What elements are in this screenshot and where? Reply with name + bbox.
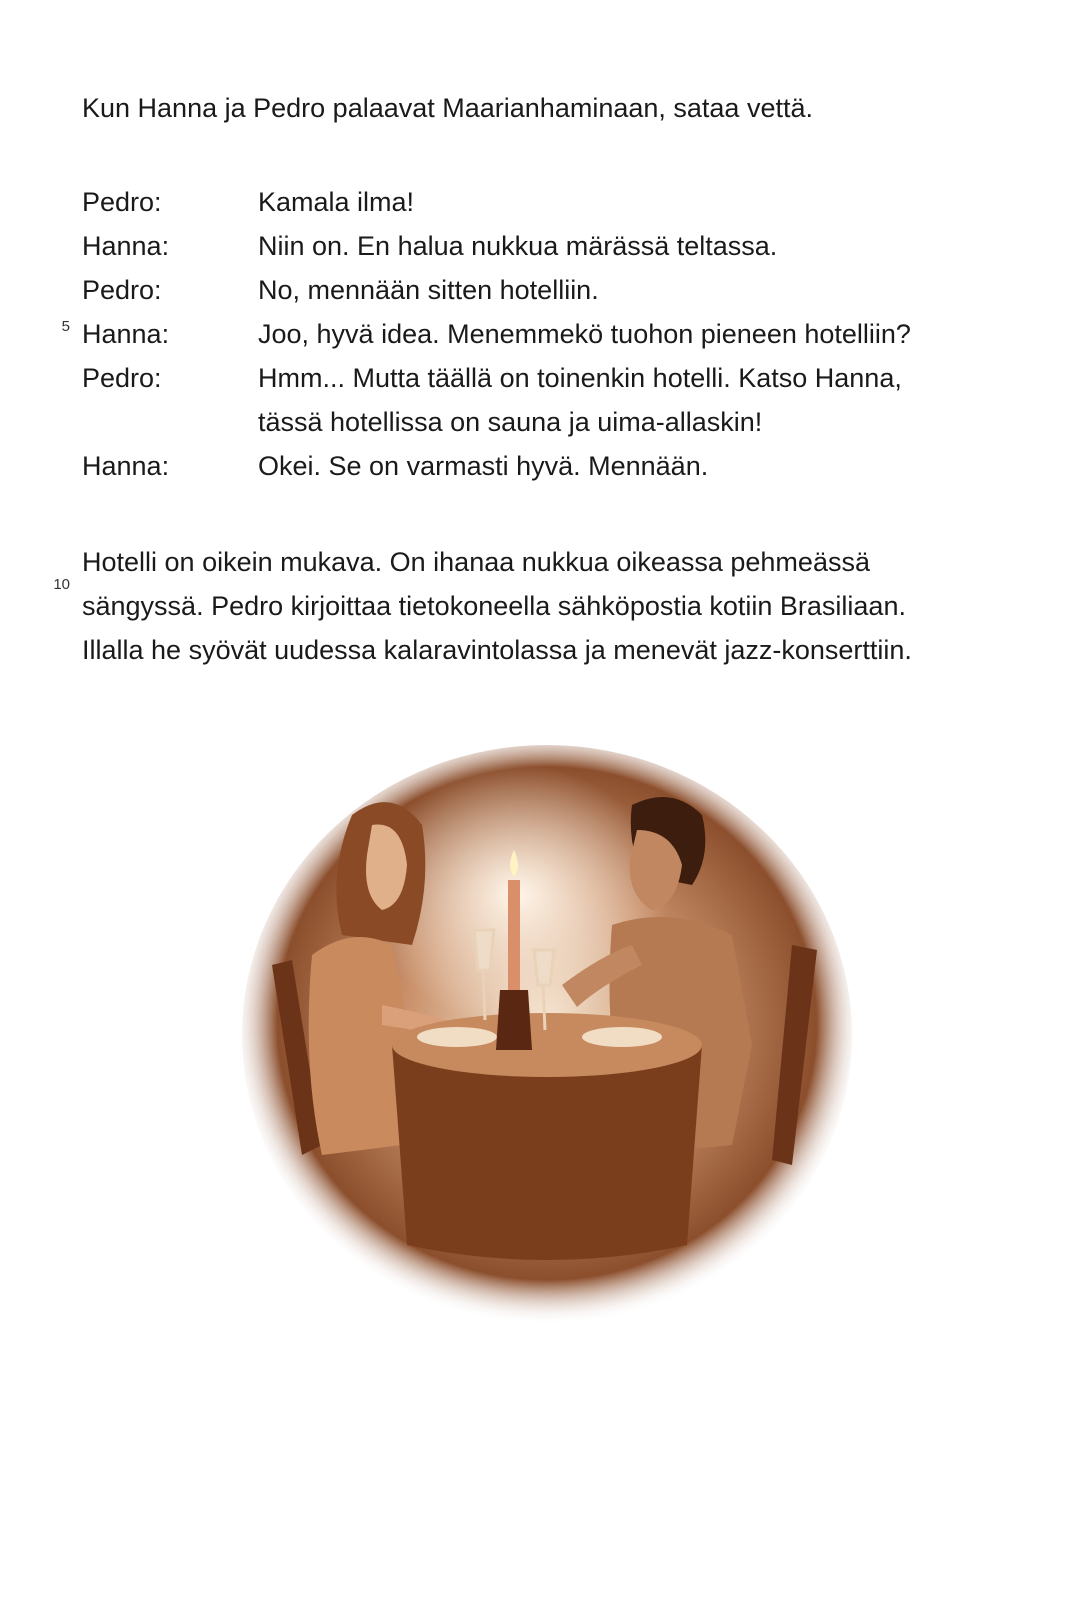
intro-text: Kun Hanna ja Pedro palaavat Maarianhaminaan, sataa vettä. bbox=[82, 93, 813, 123]
candle bbox=[508, 880, 520, 990]
paragraph-line: Illalla he syövät uudessa kalaravintolassa ja menevät jazz-konserttiin. bbox=[82, 635, 912, 665]
dialogue bbox=[82, 180, 1082, 488]
dialogue-line: Joo, hyvä idea. Menemmekö tuohon pieneen hotelliin? bbox=[258, 319, 911, 349]
dialogue-row bbox=[82, 268, 1082, 312]
speaker: Pedro: bbox=[82, 187, 162, 217]
dialogue-line: tässä hotellissa on sauna ja uima-allaskin! bbox=[258, 407, 763, 437]
speaker: Pedro: bbox=[82, 275, 162, 305]
narrative-paragraph bbox=[82, 540, 1042, 672]
dialogue-line: Kamala ilma! bbox=[258, 187, 415, 217]
speaker bbox=[82, 400, 258, 444]
speaker: Pedro: bbox=[82, 363, 162, 393]
speaker: Hanna: bbox=[82, 231, 170, 261]
dialogue-row bbox=[82, 180, 1082, 224]
candlelit-dinner-illustration bbox=[232, 745, 862, 1335]
speaker: Hanna: bbox=[82, 319, 170, 349]
wine-bottle bbox=[496, 990, 532, 1050]
line-number-5: 5 bbox=[61, 318, 70, 335]
dialogue-line: Niin on. En halua nukkua märässä teltassa. bbox=[258, 231, 778, 261]
dialogue-row bbox=[82, 312, 1082, 356]
paragraph-line: Hotelli on oikein mukava. On ihanaa nukkua oikeassa pehmeässä bbox=[82, 547, 870, 577]
dialogue-line: Okei. Se on varmasti hyvä. Mennään. bbox=[258, 451, 709, 481]
speaker: Hanna: bbox=[82, 451, 170, 481]
dialogue-row bbox=[82, 444, 1082, 488]
dialogue-line: No, mennään sitten hotelliin. bbox=[258, 275, 599, 305]
left-plate bbox=[417, 1027, 497, 1047]
dialogue-row bbox=[82, 224, 1082, 268]
dialogue-line: Hmm... Mutta täällä on toinenkin hotelli. Katso Hanna, bbox=[258, 363, 902, 393]
right-plate bbox=[582, 1027, 662, 1047]
line-number-10: 10 bbox=[53, 576, 70, 593]
dialogue-row bbox=[82, 356, 1082, 400]
dialogue-row bbox=[82, 400, 1082, 444]
paragraph-line: sängyssä. Pedro kirjoittaa tietokoneella sähköpostia kotiin Brasiliaan. bbox=[82, 591, 906, 621]
